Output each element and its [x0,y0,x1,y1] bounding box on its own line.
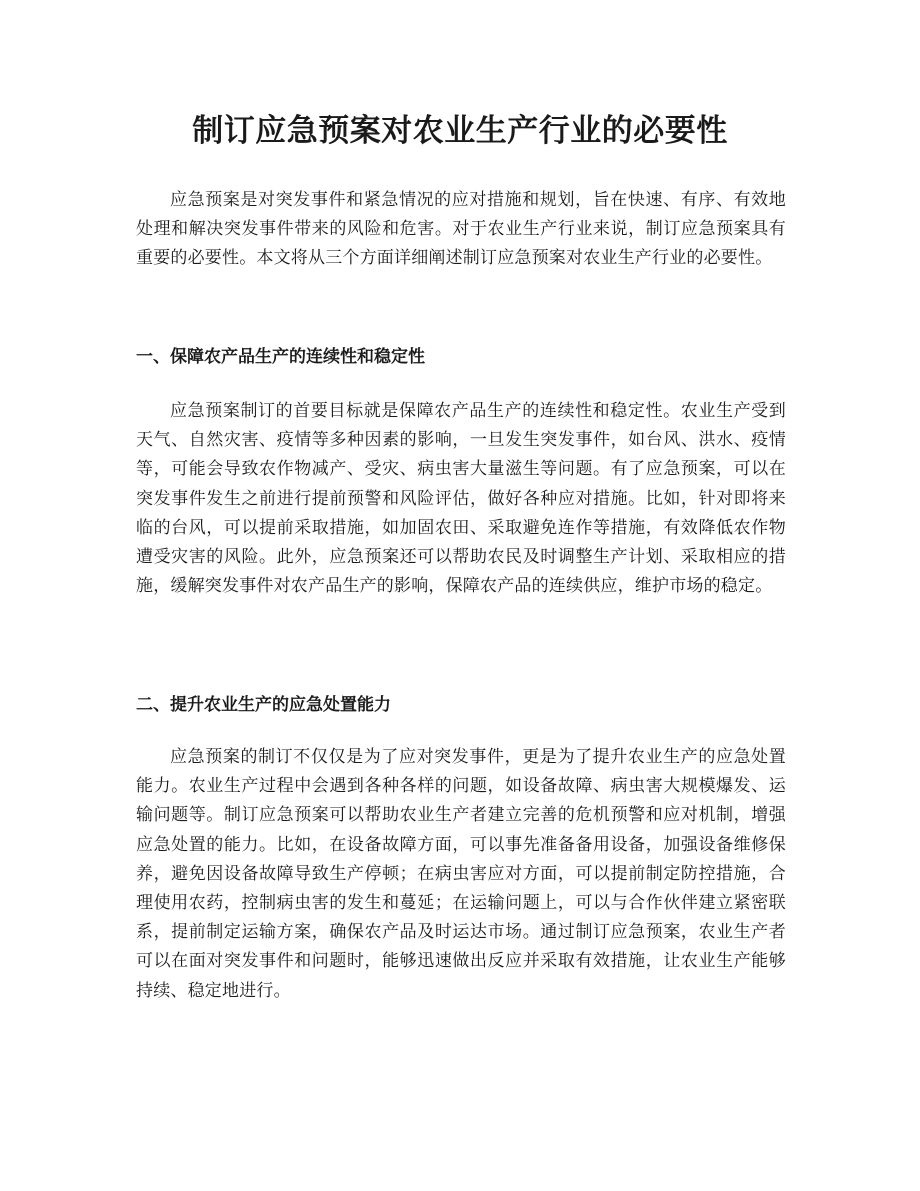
section-1-body: 应急预案制订的首要目标就是保障农产品生产的连续性和稳定性。农业生产受到天气、自然灾害、疫情等多种因素的影响，一旦发生突发事件，如台风、洪水、疫情等，可能会导致农作物减产、受灾、病虫害大量滋生等问题。有了应急预案，可以在突发事件发生之前进行提前预警和风险评估，做好各种应对措施。比如，针对即将来临的台风，可以提前采取措施，如加固农田、采取避免连作等措施，有效降低农作物遭受灾害的风险。此外，应急预案还可以帮助农民及时调整生产计划、采取相应的措施，缓解突发事件对农产品生产的影响，保障农产品的连续供应，维护市场的稳定。 [136,401,786,597]
section-1-heading: 一、保障农产品生产的连续性和稳定性 [136,347,425,367]
section-2-heading: 二、提升农业生产的应急处置能力 [136,695,391,715]
intro-paragraph: 应急预案是对突发事件和紧急情况的应对措施和规划，旨在快速、有序、有效地处理和解决突发事件带来的风险和危害。对于农业生产行业来说，制订应急预案具有重要的必要性。本文将从三个方面详细阐述制订应急预案对农业生产行业的必要性。 [136,190,786,269]
document-title: 制订应急预案对农业生产行业的必要性 [192,113,728,149]
section-2-body: 应急预案的制订不仅仅是为了应对突发事件，更是为了提升农业生产的应急处置能力。农业生产过程中会遇到各种各样的问题，如设备故障、病虫害大规模爆发、运输问题等。制订应急预案可以帮助农业生产者建立完善的危机预警和应对机制，增强应急处置的能力。比如，在设备故障方面，可以事先准备备用设备，加强设备维修保养，避免因设备故障导致生产停顿；在病虫害应对方面，可以提前制定防控措施，合理使用农药，控制病虫害的发生和蔓延；在运输问题上，可以与合作伙伴建立紧密联系，提前制定运输方案，确保农产品及时运达市场。通过制订应急预案，农业生产者可以在面对突发事件和问题时，能够迅速做出反应并采取有效措施，让农业生产能够持续、稳定地进行。 [136,747,786,1001]
